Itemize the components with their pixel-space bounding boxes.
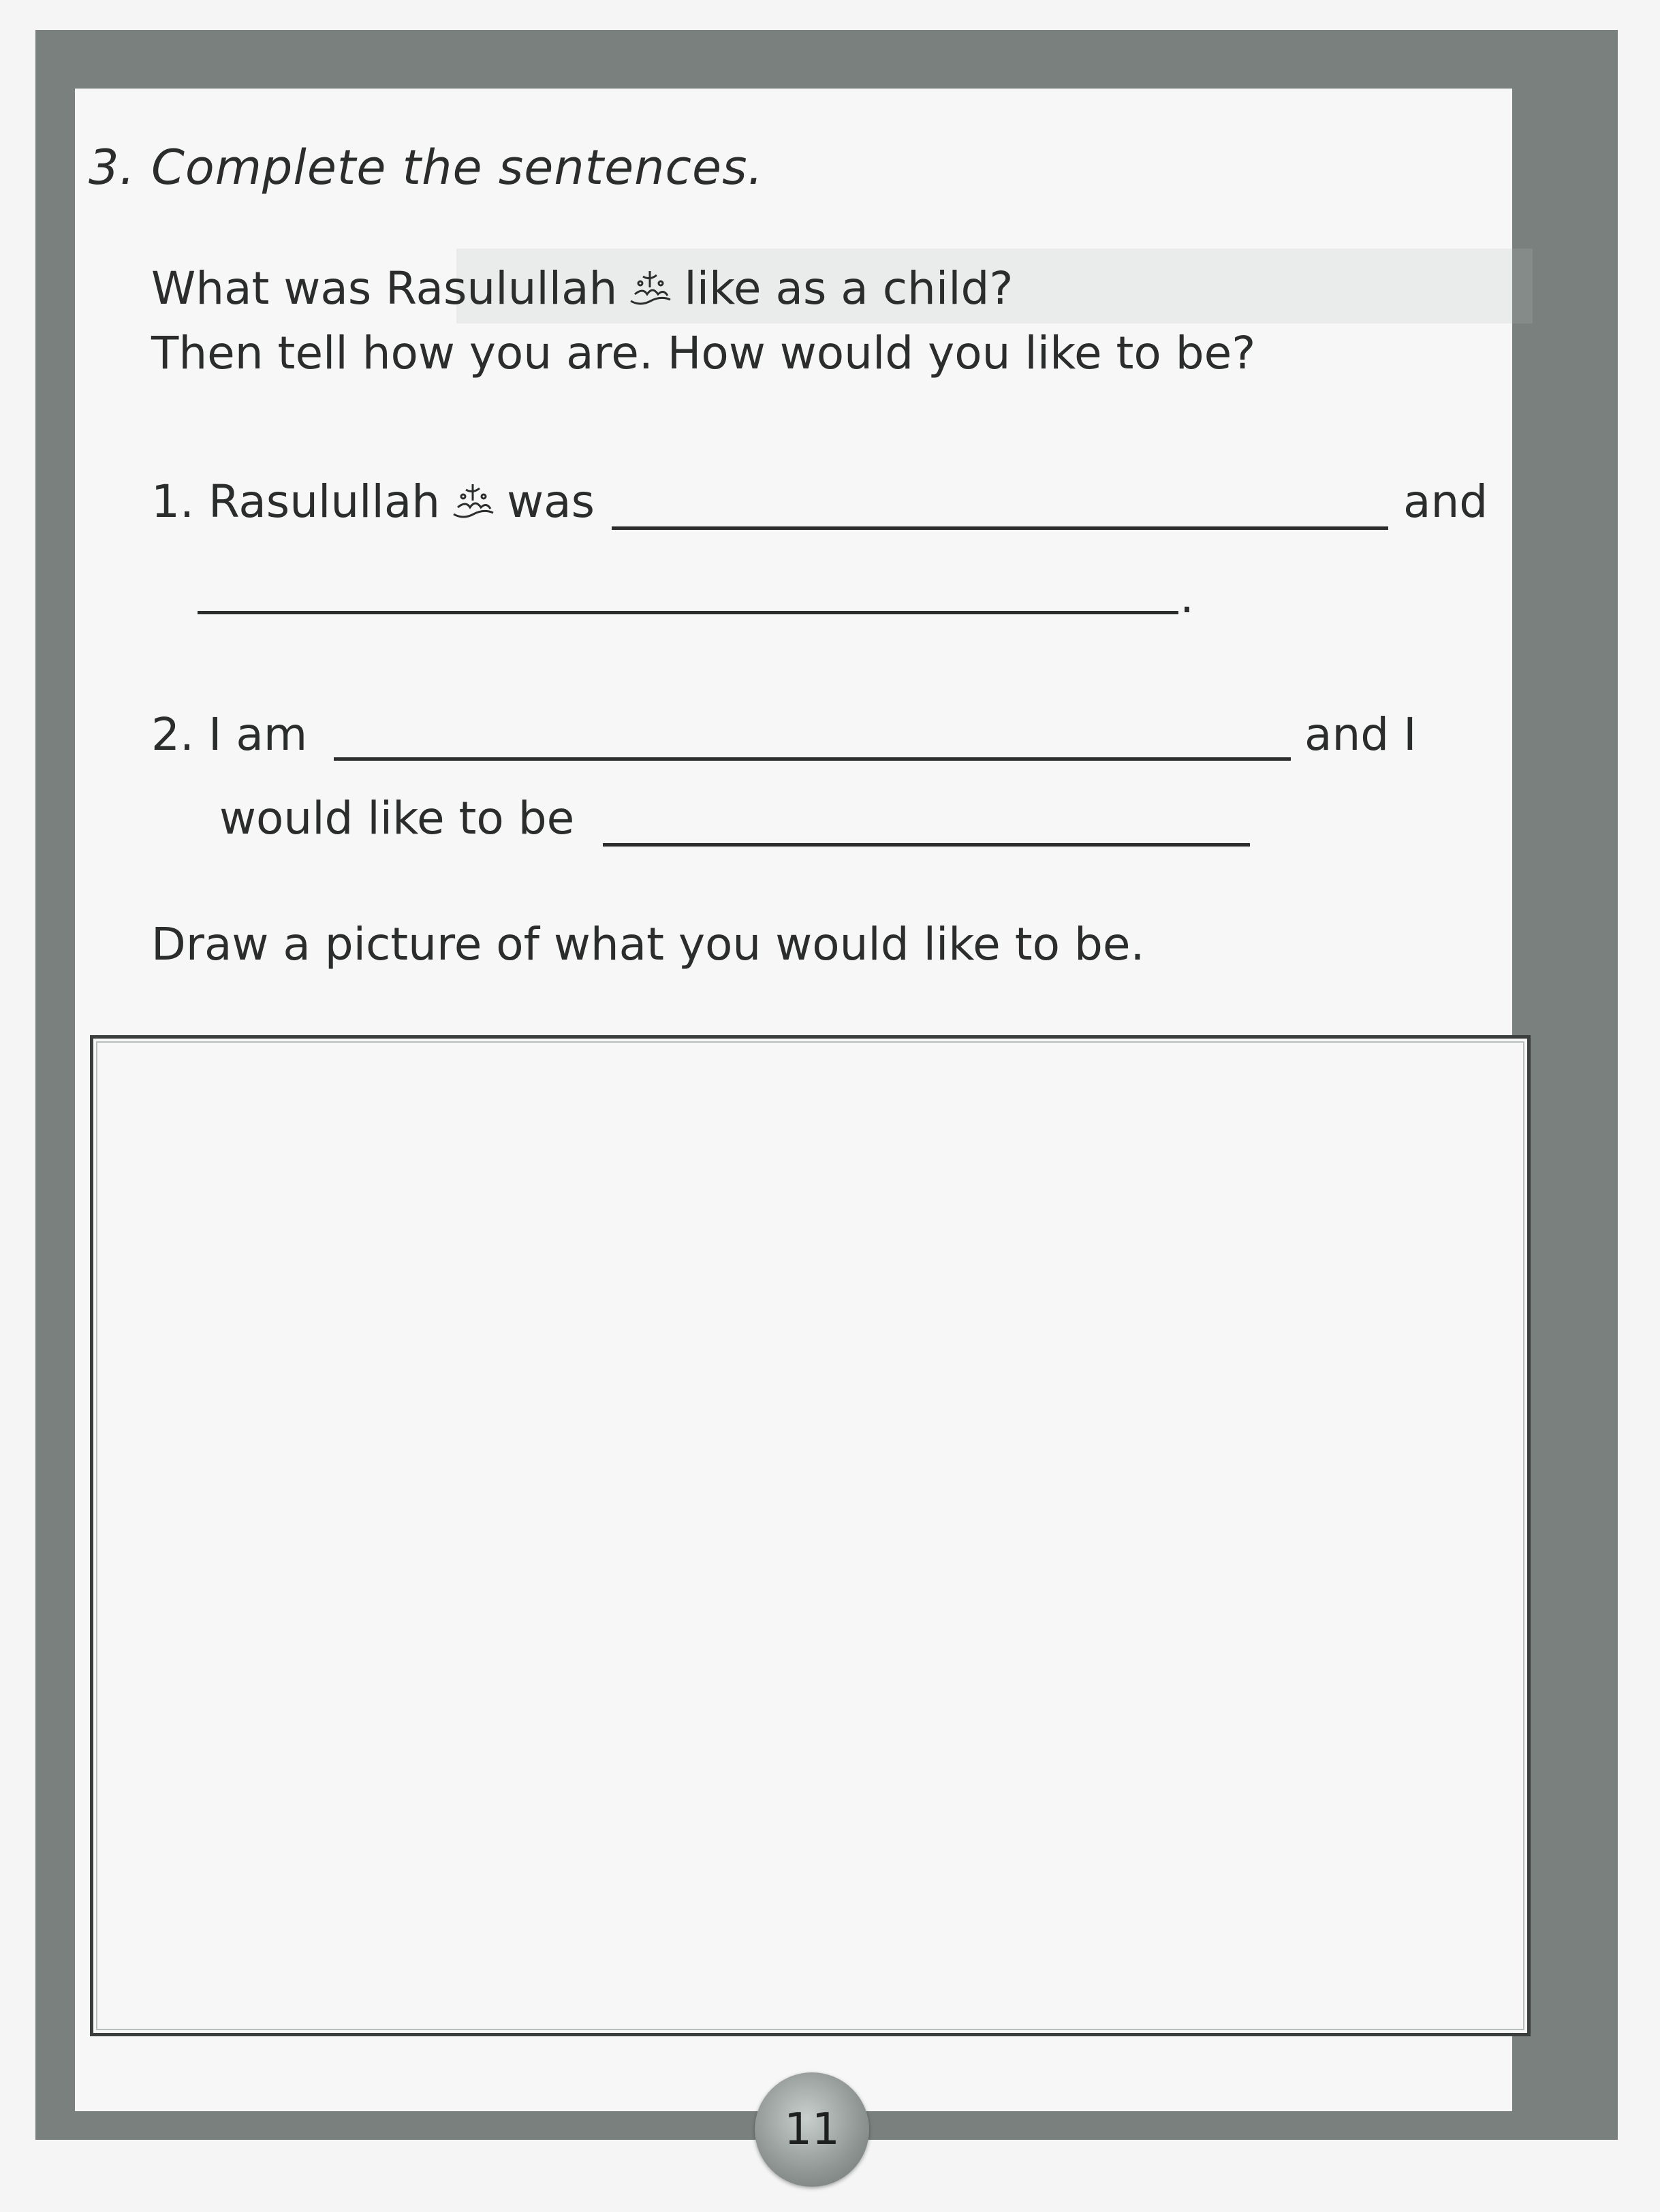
item1-label [151,475,595,528]
item2-blank-2[interactable] [603,843,1250,847]
draw-instruction: Draw a picture of what you would like to be. [151,918,1145,970]
prompt-line-2: Then tell how you are. How would you like to be? [151,327,1256,379]
section-heading: 3. Complete the sentences. [89,140,764,195]
prompt-text-b: like as a child? [684,262,1014,315]
item2-would-like: would like to be [219,792,575,844]
item1-number-label: 1. Rasulullah [151,475,441,528]
item2-blank-1[interactable] [334,757,1291,761]
page-number: 11 [784,2104,840,2155]
item2-label: 2. I am [151,708,308,761]
item1-blank-2[interactable] [198,611,1178,614]
item2-and-i: and I [1304,708,1417,761]
item1-and: and [1403,475,1488,528]
salawat-seal-icon [450,480,497,522]
prompt-line-1 [151,262,1013,315]
item1-blank-1[interactable] [612,526,1388,530]
prompt-text-a: What was Rasulullah [151,262,618,315]
item1-was: was [507,475,595,528]
item1-period: . [1180,571,1194,623]
page-number-badge [755,2072,869,2187]
drawing-box[interactable] [90,1035,1531,2036]
salawat-seal-icon [627,267,674,309]
